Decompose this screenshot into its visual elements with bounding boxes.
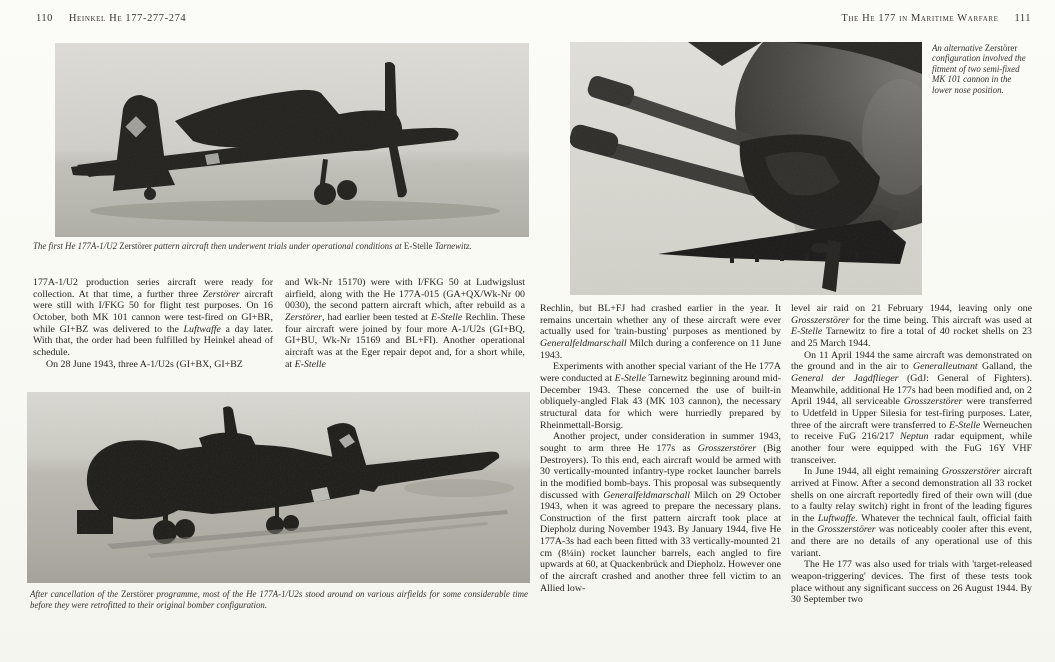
body-paragraph: 177A-1/U2 production series aircraft were ready for collection. At that time, a further three Zerstörer aircraft were still with I/FKG 50 for flight test purposes. On 16 October, both MK 101 cannon were test-fired on GI+BR, while GI+BZ was delivered to the Luftwaffe a day later. With that, the order had been fulfilled by Heinkel ahead of schedule.: [33, 277, 273, 358]
page-number-right: 111: [1014, 13, 1031, 24]
he177-side-view-illustration: [55, 43, 529, 237]
page-number-left: 110: [36, 13, 53, 24]
left-header-title: Heinkel He 177-277-274: [68, 13, 187, 24]
photo-he177-nose-cannon: [570, 42, 922, 295]
photo-caption-top-left: The first He 177A-1/U2 Zerstörer pattern aircraft then underwent trials under operational conditions at E-Stelle Tarnewitz.: [33, 241, 472, 251]
body-paragraph: Rechlin, but BL+FJ had crashed earlier in the year. It remains uncertain whether any of these aircraft were ever actually used for 'train-busting' purposes as mentioned by Generalfeldmarschall Milch during a conference on 11 June 1943.: [540, 303, 781, 361]
photo-caption-bottom-left: After cancellation of the Zerstörer programme, most of the He 177A-1/U2s stood around on various airfields for some considerable time before they were retrofitted to their original bomber configuration.: [30, 589, 528, 610]
right-running-header: [841, 13, 1031, 24]
left-page-text-columns: [33, 277, 525, 370]
body-paragraph: In June 1944, all eight remaining Grosszerstörer aircraft arrived at Finow. After a second demonstration all 33 rocket shells on one aircraft reportedly fired of their own will (due to a faulty relay switch) right in front of the leading figures in the Luftwaffe. Whatever the technical fault, official faith in the Grosszerstörer was noticeably cooler after this event, and there are no details of any operational use of this variant.: [791, 466, 1033, 559]
right-header-title: The He 177 in Maritime Warfare: [841, 13, 999, 24]
left-page-column-2: [285, 277, 525, 370]
body-paragraph: and Wk-Nr 15170) were with I/FKG 50 at Ludwigslust airfield, along with the He 177A-015 (GA+QX/Wk-Nr 00 0030), the second pattern aircraft which, after rebuild as a Zerstörer, had earlier been tested at E-Stelle Rechlin. These four aircraft were joined by four more A-1/U2s (GI+BQ, GI+BU, Wk-Nr 15169 and BL+FI). Another operational aircraft was at the Eger repair depot and, for a short while, at E-Stelle: [285, 277, 525, 370]
left-running-header: [36, 13, 186, 24]
right-page-column-2: [791, 303, 1032, 606]
body-paragraph: The He 177 was also used for trials with 'target-released weapon-triggering' devices. The first of these tests took place without any significant success on 26 August 1944. By 30 September two: [791, 559, 1032, 606]
photo-he177-zerstorer-trials: [55, 43, 529, 237]
body-paragraph: Experiments with another special variant of the He 177A were conducted at E-Stelle Tarnewitz beginning around mid-December 1943. These concerned the use of built-in obliquely-angled Flak 43 (MK 103 cannon), the necessary structural data for which were hurriedly prepared by Rheinmettall-Borsig.: [540, 361, 781, 431]
he177-airfield-illustration: [27, 392, 530, 583]
body-paragraph: level air raid on 21 February 1944, leaving only one Grosszerstörer for the time being. This aircraft was used at E-Stelle Tarnewitz to fire a total of 40 rocket shells on 23 and 25 March 1944.: [791, 303, 1032, 349]
left-page-column-1: [33, 277, 273, 370]
right-page-column-1: [540, 303, 781, 606]
photo-caption-right-sidebar: An alternative Zerstörer configuration involved the fitment of two semi-fixed MK 101 cannon in the lower nose position.: [932, 43, 1026, 95]
he177-nose-cannon-illustration: [570, 42, 922, 295]
body-paragraph: On 11 April 1944 the same aircraft was demonstrated on the ground and in the air to Generalleutnant Galland, the General der Jagdflieger (GdJ: General of Fighters). Meanwhile, additional He 177s had been modified and, on 2 April 1944, all serviceable Grosszerstörer were transferred to Udetfeld in Upper Silesia for test-firing purposes. Later, three of the aircraft were transferred to E-Stelle Werneuchen to receive FuG 216/217 Neptun radar equipment, while another four were equipped with the FuG 16Y VHF transceiver.: [791, 349, 1033, 466]
body-paragraph: On 28 June 1943, three A-1/U2s (GI+BX, GI+BZ: [46, 358, 243, 370]
body-paragraph: Another project, under consideration in summer 1943, sought to arm three He 177s as Grosszerstörer (Big Destroyers). To this end, each aircraft would be armed with 30 vertically-mounted infantry-type rocket launcher barrels in the modified bomb-bays. This proposal was subsequently discussed with Generalfeldmarschall Milch on 29 October 1943, when it was agreed to prepare the necessary plans. Construction of the first pattern aircraft took place at Diepholz during November 1943. By January 1944, five He 177A-3s had each been fitted with 33 vertically-mounted 21 cm (8¼in) rocket launcher barrels, each angled to fire upwards at 60, at Quackenbrück and Diepholz. However one of the aircraft crashed and another three fell victim to an Allied low-: [540, 431, 781, 594]
photo-he177-airfield: [27, 392, 530, 583]
right-page-text-columns: [540, 303, 1032, 606]
